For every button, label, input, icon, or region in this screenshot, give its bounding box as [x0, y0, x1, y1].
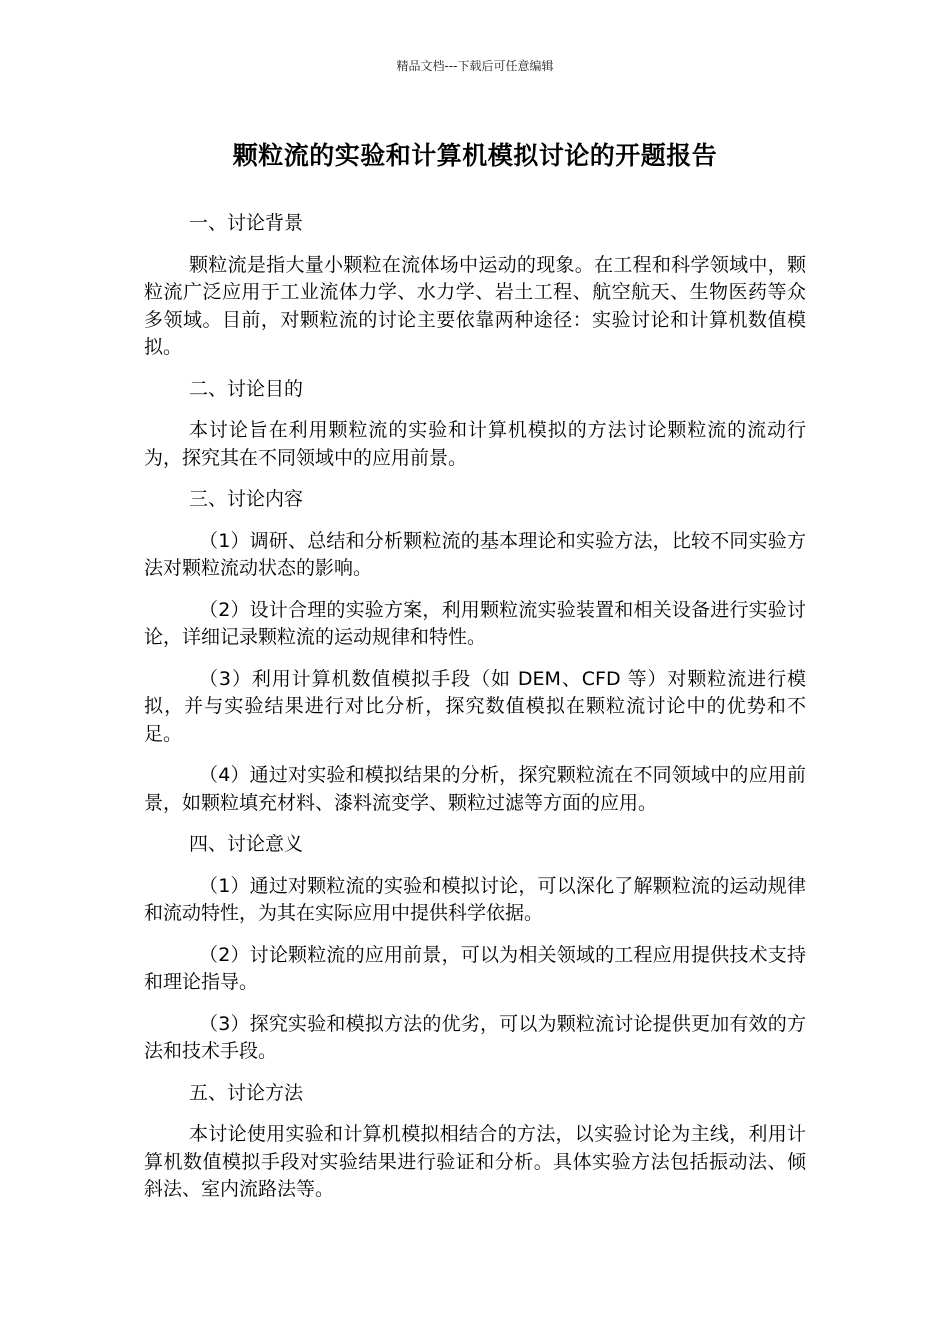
- header-note: 精品文档---下载后可任意编辑: [396, 59, 554, 73]
- content-item-2: （2）设计合理的实验方案，利用颗粒流实验装置和相关设备进行实验讨论，详细记录颗粒流的运动规律和特性。: [144, 598, 806, 648]
- content-item-4: （4）通过对实验和模拟结果的分析，探究颗粒流在不同领域中的应用前景，如颗粒填充材料、漆料流变学、颗粒过滤等方面的应用。: [144, 764, 806, 814]
- background-paragraph: 颗粒流是指大量小颗粒在流体场中运动的现象。在工程和科学领域中，颗粒流广泛应用于工业流体力学、水力学、岩土工程、航空航天、生物医药等众多领域。目前，对颗粒流的讨论主要依靠两种途径：实验讨论和计算机数值模拟。: [144, 253, 806, 358]
- document-title: 颗粒流的实验和计算机模拟讨论的开题报告: [232, 141, 718, 170]
- section-heading-content: 三、讨论内容: [189, 488, 304, 510]
- content-item-3: （3）利用计算机数值模拟手段（如 DEM、CFD 等）对颗粒流进行模拟，并与实验结果进行对比分析，探究数值模拟在颗粒流讨论中的优势和不足。: [144, 667, 806, 745]
- section-heading-significance: 四、讨论意义: [189, 833, 304, 855]
- section-heading-method: 五、讨论方法: [189, 1081, 304, 1104]
- method-paragraph: 本讨论使用实验和计算机模拟相结合的方法，以实验讨论为主线，利用计算机数值模拟手段对实验结果进行验证和分析。具体实验方法包括振动法、倾斜法、室内流路法等。: [144, 1123, 806, 1200]
- content-item-1: （1）调研、总结和分析颗粒流的基本理论和实验方法，比较不同实验方法对颗粒流动状态的影响。: [144, 529, 806, 579]
- significance-item-3: （3）探究实验和模拟方法的优劣，可以为颗粒流讨论提供更加有效的方法和技术手段。: [144, 1012, 806, 1062]
- purpose-paragraph: 本讨论旨在利用颗粒流的实验和计算机模拟的方法讨论颗粒流的流动行为，探究其在不同领域中的应用前景。: [144, 419, 806, 469]
- significance-item-1: （1）通过对颗粒流的实验和模拟讨论，可以深化了解颗粒流的运动规律和流动特性，为其在实际应用中提供科学依据。: [144, 874, 806, 924]
- document-body: [144, 210, 806, 1218]
- significance-item-2: （2）讨论颗粒流的应用前景，可以为相关领域的工程应用提供技术支持和理论指导。: [144, 943, 806, 993]
- section-heading-purpose: 二、讨论目的: [189, 377, 304, 400]
- section-heading-background: 一、讨论背景: [189, 212, 304, 234]
